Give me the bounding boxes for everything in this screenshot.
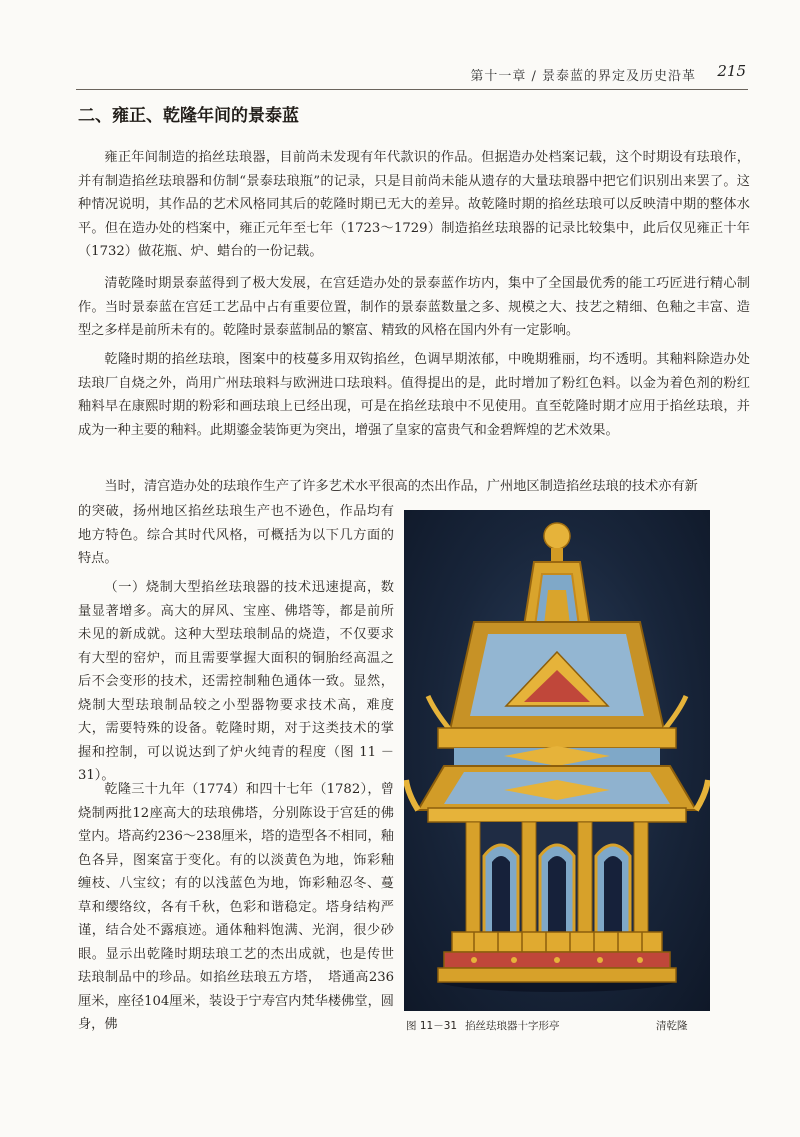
- pavilion-photo: [404, 510, 710, 1011]
- figure-caption: [406, 1018, 560, 1033]
- cloisonne-pavilion-illustration: [404, 510, 710, 1011]
- figure-title: 掐丝珐琅器十字形亭: [465, 1020, 560, 1032]
- page-header: [76, 60, 748, 90]
- paragraph-large-ware: （一）烧制大型掐丝珐琅器的技术迅速提高，数量显著增多。高大的屏风、宝座、佛塔等，都是前所未见的新成就。这种大型珐琅制品的烧造，不仅要求有大型的窑炉，而且需要掌握大面积的铜胎经高温之后不会变形的技术，还需控制釉色通体一致。显然，烧制大型珐琅制品较之小型器物要求技术高，难度大，需要特殊的设备。乾隆时期，对于这类技术的掌握和控制，可以说达到了炉火纯青的程度（图 11 － 31）。: [78, 580, 394, 783]
- paragraph-qianlong-features: 乾隆时期的掐丝珐琅，图案中的枝蔓多用双钩掐丝，色调早期浓郁，中晚期雅丽，均不透明。其釉料除造办处珐琅厂自烧之外，尚用广州珐琅料与欧洲进口珐琅料。值得提出的是，此时增加了粉红色料。以金为着色剂的粉红釉料早在康熙时期的粉彩和画珐琅上已经出现，可是在掐丝珐琅中不见使用。直至乾隆时期才应用于掐丝珐琅，并成为一种主要的釉料。此期鎏金装饰更为突出，增强了皇家的富贵气和金碧辉煌的艺术效果。: [78, 352, 750, 438]
- page-number: 215: [717, 62, 746, 80]
- paragraph-yongzheng: 雍正年间制造的掐丝珐琅器，目前尚未发现有年代款识的作品。但据造办处档案记载，这个时期设有珐琅作，并有制造掐丝珐琅器和仿制“景泰珐琅瓶”的记录，只是目前尚未能从遗存的大量珐琅器中把它们识别出来罢了。这种情况说明，其作品的艺术风格同其后的乾隆时期已无大的差异。故乾隆时期的掐丝珐琅可以反映清中期的整体水平。但在造办处的档案中，雍正元年至七年（1723～1729）制造掐丝珐琅器的记录比较集中，此后仅见雍正十年（1732）做花瓶、炉、蜡台的一份记载。: [78, 150, 750, 259]
- paragraph-workshops-intro: 当时，清宫造办处的珐琅作生产了许多艺术水平很高的杰出作品，广州地区制造掐丝珐琅的技术亦有新: [104, 479, 698, 494]
- paragraph-workshops-continued: 的突破，扬州地区掐丝珐琅生产也不逊色，作品均有地方特色。综合其时代风格，可概括为以下几方面的特点。: [78, 504, 394, 566]
- section-title: 二、雍正、乾隆年间的景泰蓝: [78, 106, 299, 126]
- paragraph-pagodas: 乾隆三十九年（1774）和四十七年（1782），曾烧制两批12座高大的珐琅佛塔，分别陈设于宫廷的佛堂内。塔高约236～238厘米，塔的造型各不相同，釉色各异，图案富于变化。有的以淡黄色为地，饰彩釉缠枝、八宝纹；有的以浅蓝色为地，饰彩釉忍冬、蔓草和缨络纹，各有千秋，色彩和谐稳定。塔身结构严谨，结合处不露痕迹。通体釉料饱满、光润，很少砂眼。显示出乾隆时期珐琅工艺的杰出成就，也是传世珐琅制品中的珍品。如掐丝珐琅五方塔， 塔通高236厘米，座径104厘米，装设于宁寿宫内梵华楼佛堂，圆身，佛: [78, 782, 394, 1032]
- chapter-title: 第十一章 / 景泰蓝的界定及历史沿革: [470, 69, 696, 84]
- paragraph-qianlong-development: 清乾隆时期景泰蓝得到了极大发展，在宫廷造办处的景泰蓝作坊内，集中了全国最优秀的能工巧匠进行精心制作。当时景泰蓝在宫廷工艺品中占有重要位置，制作的景泰蓝数量之多、规模之大、技艺之精细、色釉之丰富、造型之多样是前所未有的。乾隆时景泰蓝制品的繁富、精致的风格在国内外有一定影响。: [78, 276, 750, 338]
- figure-number: 图 11－31: [406, 1020, 458, 1032]
- figure-period: 清乾隆: [656, 1020, 688, 1032]
